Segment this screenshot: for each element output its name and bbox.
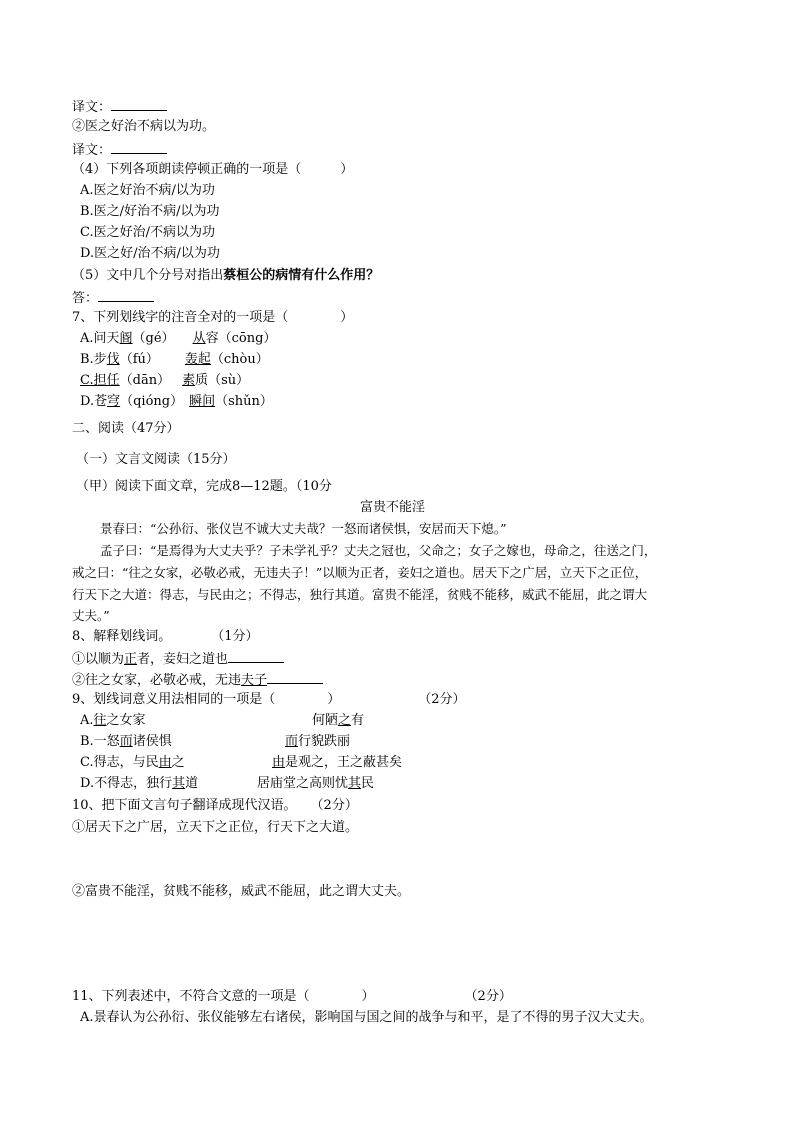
translation-line-1 xyxy=(72,98,167,116)
q7-b-text: B.步 xyxy=(80,352,107,367)
q7-d2-pinyin: （shǔn） xyxy=(215,394,273,409)
q7-a2-underlined: 从 xyxy=(192,331,206,346)
q9-option-c xyxy=(80,755,185,771)
passage-intro: （甲）阅读下面文章，完成8—12题。（10分 xyxy=(76,479,332,494)
answer-blank[interactable] xyxy=(111,141,167,154)
q11-stem-text: 11、下列表述中，不符合文意的一项是（ ） xyxy=(72,989,375,1004)
q10-score: （2分） xyxy=(310,798,358,813)
q10-sentence-1: ①居天下之广居，立天下之正位，行天下之大道。 xyxy=(72,820,359,835)
answer-blank[interactable] xyxy=(228,650,284,663)
q9-text: 是观之，王之蔽甚矣 xyxy=(285,755,403,770)
passage-title: 富贵不能淫 xyxy=(360,500,426,515)
q9-stem xyxy=(72,692,466,708)
q7-c2-text: 质 xyxy=(195,373,209,388)
answer-blank[interactable] xyxy=(98,289,154,302)
translation-label: 译文： xyxy=(72,100,112,115)
q9-text: 道 xyxy=(185,776,199,791)
q4-option-c: C.医之好治/不病以为功 xyxy=(80,225,215,240)
passage-paragraph-2-line-4: 丈夫。” xyxy=(72,608,110,623)
q8-stem xyxy=(72,629,259,645)
q7-d2-underlined: 瞬间 xyxy=(189,394,216,409)
q7-b-pinyin: （fú） xyxy=(119,352,159,367)
q5-stem xyxy=(72,268,379,284)
q8-score: （1分） xyxy=(211,629,259,644)
answer-blank[interactable] xyxy=(111,98,167,111)
q9-option-b xyxy=(80,734,172,750)
q7-a-text: A.问天 xyxy=(80,331,120,346)
q9-underlined: 由 xyxy=(158,755,172,770)
q7-option-a xyxy=(80,331,276,347)
q9-option-d-pair xyxy=(257,776,374,792)
q9-text: 之 xyxy=(171,755,185,770)
q10-stem-text: 10、把下面文言句子翻译成现代汉语。 xyxy=(72,798,297,813)
q7-c-underlined: C.担任 xyxy=(80,373,120,388)
passage-paragraph-1: 景春曰：“公孙衍、张仪岂不诚大丈夫哉？一怒而诸侯惧，安居而天下熄。” xyxy=(100,521,507,536)
q9-underlined: 其 xyxy=(348,776,362,791)
q9-option-d xyxy=(80,776,198,792)
q9-option-a-pair xyxy=(312,713,364,729)
q9-option-b-pair xyxy=(285,734,350,750)
passage-paragraph-2-line-2: 戒之曰：“往之女家，必敬必戒，无违夫子！”以顺为正者，妾妇之道也。居天下之广居，立天下之正位， xyxy=(72,565,648,580)
q7-c-pinyin: （dān） xyxy=(119,373,171,388)
q9-text: D.不得志，独行 xyxy=(80,776,173,791)
q9-underlined: 而 xyxy=(285,734,299,749)
q4-option-b: B.医之/好治不病/以为功 xyxy=(80,204,220,219)
q9-text: 有 xyxy=(351,713,365,728)
q4-option-d: D.医之好/治不病/以为功 xyxy=(80,246,220,261)
q7-b2-underlined: 轰起 xyxy=(184,352,211,367)
q9-text: B.一怒 xyxy=(80,734,120,749)
q5-stem-part: （5）文中几个分号对指出 xyxy=(72,268,224,283)
sentence-2: ②医之好治不病以为功。 xyxy=(72,119,216,134)
q9-option-a xyxy=(80,713,146,729)
q7-stem: 7、下列划线字的注音全对的一项是（ ） xyxy=(72,310,354,325)
q9-text: C.得志，与民 xyxy=(80,755,159,770)
q8-item-underlined: 夫子 xyxy=(241,673,268,688)
q7-a2-text: 容 xyxy=(205,331,219,346)
q7-a2-pinyin: （cōng） xyxy=(218,331,277,346)
q8-item-underlined: 正 xyxy=(124,652,138,667)
q5-stem-bold: 蔡桓公的病情有什么作用？ xyxy=(223,268,380,283)
q9-option-c-pair xyxy=(272,755,402,771)
q8-item-text: ②往之女家，必敬必戒，无违 xyxy=(72,673,242,688)
q9-text: 行貌跌丽 xyxy=(298,734,351,749)
q10-sentence-2: ②富贵不能淫，贫贱不能移，威武不能屈，此之谓大丈夫。 xyxy=(72,884,411,899)
q11-score: （2分） xyxy=(464,989,512,1004)
q8-item-1 xyxy=(72,650,284,668)
q7-c2-pinyin: （sù） xyxy=(208,373,250,388)
q9-underlined: 往 xyxy=(93,713,107,728)
q8-item-text: ①以顺为 xyxy=(72,652,125,667)
q9-text: 民 xyxy=(361,776,375,791)
q10-stem xyxy=(72,798,358,814)
q4-stem: （4）下列各项朗读停顿正确的一项是（ ） xyxy=(72,162,354,177)
q9-underlined: 而 xyxy=(119,734,133,749)
q9-underlined: 由 xyxy=(272,755,286,770)
translation-line-2 xyxy=(72,141,167,159)
q7-d-pinyin: （qióng） xyxy=(120,394,184,409)
q5-answer xyxy=(72,289,154,307)
q11-option-a: A.景春认为公孙衍、张仪能够左右诸侯，影响国与国之间的战争与和平，是了不得的男子汉大丈夫。 xyxy=(80,1010,653,1025)
q7-b-underlined: 伐 xyxy=(106,352,120,367)
answer-blank[interactable] xyxy=(267,671,323,684)
q8-item-2 xyxy=(72,671,323,689)
q9-underlined: 之 xyxy=(338,713,352,728)
q8-item-text: 者，妾妇之道也 xyxy=(137,652,229,667)
passage-paragraph-2-line-1: 孟子曰：“是焉得为大丈夫乎？子未学礼乎？丈夫之冠也，父命之；女子之嫁也，母命之，往送之门， xyxy=(100,543,657,558)
q4-option-a: A.医之好治不病/以为功 xyxy=(80,183,215,198)
q9-text: A. xyxy=(80,713,94,728)
q7-option-b xyxy=(80,352,269,368)
q7-d-underlined: 穹 xyxy=(107,394,121,409)
answer-label: 答： xyxy=(72,291,99,306)
q7-d-text: D.苍 xyxy=(80,394,108,409)
q9-score: （2分） xyxy=(418,692,466,707)
q9-underlined: 其 xyxy=(172,776,186,791)
q9-text: 诸侯惧 xyxy=(132,734,172,749)
q7-c2-underlined: 素 xyxy=(182,373,196,388)
q9-text: 之女家 xyxy=(106,713,146,728)
q9-text: 何陋 xyxy=(312,713,339,728)
passage-paragraph-2-line-3: 行天下之大道：得志，与民由之；不得志，独行其道。富贵不能淫，贫贱不能移，威武不能屈，此之谓大 xyxy=(72,587,648,602)
q7-a-pinyin: （gé） xyxy=(132,331,175,346)
section-heading: 二、阅读（47分） xyxy=(72,421,180,436)
q9-stem-text: 9、划线词意义用法相同的一项是（ ） xyxy=(72,692,341,707)
q11-stem xyxy=(72,989,512,1005)
subsection-heading: （一）文言文阅读（15分） xyxy=(76,452,236,467)
q7-b2-pinyin: （chòu） xyxy=(210,352,269,367)
translation-label: 译文： xyxy=(72,143,112,158)
q7-option-d xyxy=(80,394,273,410)
q7-option-c xyxy=(80,373,249,389)
q9-text: 居庙堂之高则忧 xyxy=(257,776,349,791)
q8-stem-text: 8、解释划线词。 xyxy=(72,629,172,644)
q7-a-underlined: 阍 xyxy=(119,331,133,346)
